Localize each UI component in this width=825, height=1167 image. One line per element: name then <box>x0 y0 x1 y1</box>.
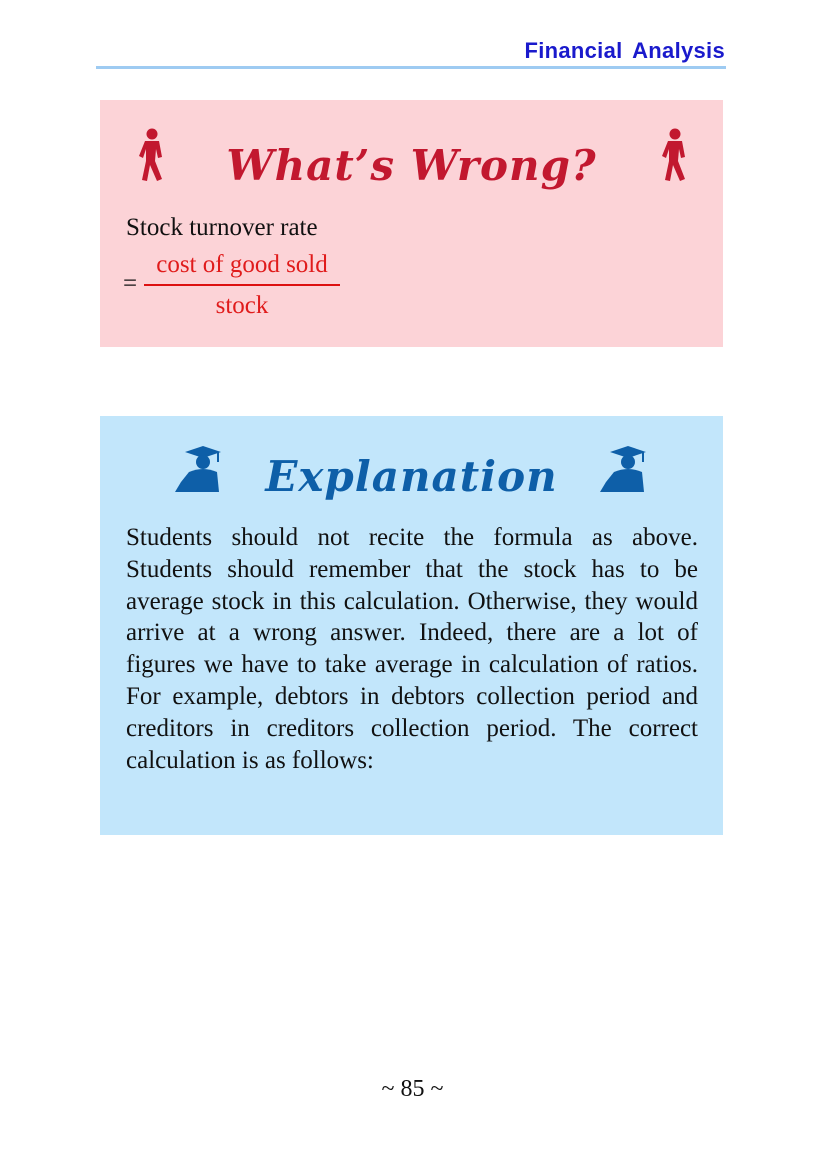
fraction-bar <box>144 284 340 286</box>
whats-wrong-box <box>100 100 723 347</box>
page-number: ~ 85 ~ <box>381 1076 444 1102</box>
explanation-title: Explanation <box>265 452 558 501</box>
page-header-title: Financial Analysis <box>524 38 725 63</box>
formula-fraction <box>144 249 340 322</box>
explanation-box <box>100 416 723 835</box>
whats-wrong-title: What’s Wrong? <box>226 141 597 190</box>
formula-numerator: cost of good sold <box>156 251 328 278</box>
header-divider <box>96 66 726 69</box>
graduate-icon <box>598 446 648 494</box>
running-figure-icon <box>657 127 693 183</box>
formula-label: Stock turnover rate <box>126 214 318 241</box>
equals-sign: = <box>123 270 138 297</box>
formula-denominator: stock <box>215 291 269 319</box>
explanation-paragraph: Students should not recite the formula as above. Students should remember that the stock has to be average stock in this calculation. Otherwise, they would arrive at a wrong answer. Indeed, there are a lot of figures we have to take average in calculation of ratios. For example, debtors in debtors collection period and creditors in creditors collection period. The correct calculation is as follows: <box>126 524 698 774</box>
